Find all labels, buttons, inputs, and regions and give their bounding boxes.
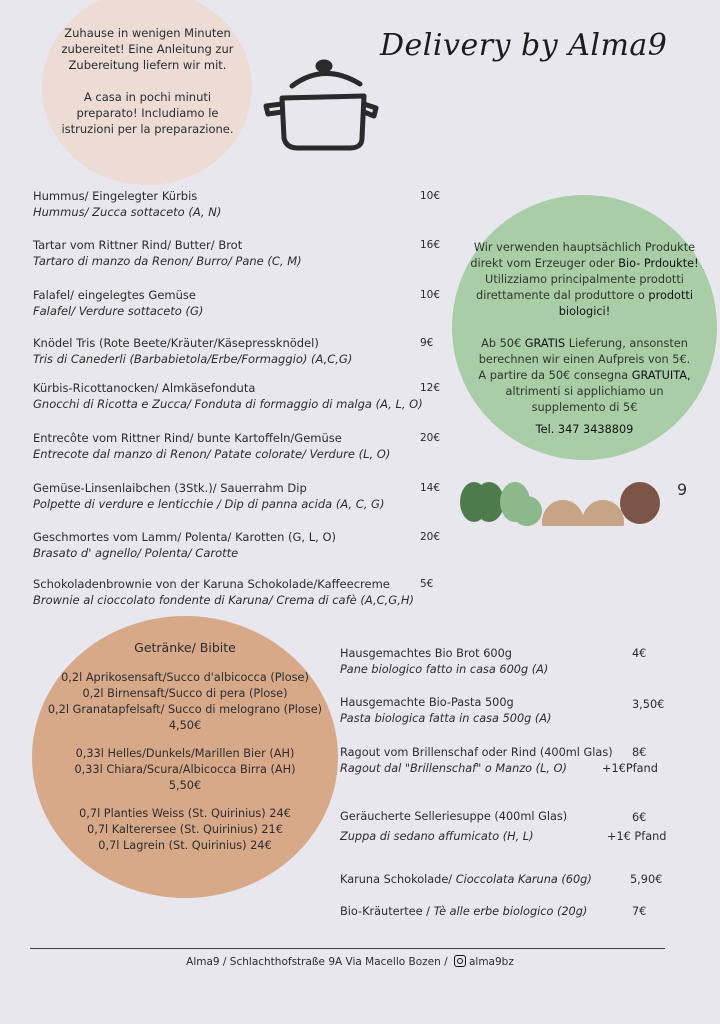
shop-item xyxy=(340,745,720,777)
menu-item xyxy=(33,237,453,269)
item-name-de: Bio-Kräutertee / xyxy=(340,905,434,918)
item-price: 9€ xyxy=(420,337,434,349)
item-name-it: Gnocchi di Ricotta e Zucca/ Fonduta di formaggio di malga (A, L, O) xyxy=(33,397,423,411)
item-price: 14€ xyxy=(420,482,441,494)
drink-item: 0,33l Helles/Dunkels/Marillen Bier (AH) xyxy=(75,747,295,760)
drink-item: 0,7l Lagrein (St. Quirinius) 24€ xyxy=(98,839,272,852)
item-name-de: Gemüse-Linsenlaibchen (3Stk.)/ Sauerrahm Dip xyxy=(33,481,307,495)
drink-item: 0,7l Kalterersee (St. Quirinius) 21€ xyxy=(87,823,283,836)
info-line: berechnen wir einen Aufpreis von 5€. xyxy=(478,353,691,366)
page-title: Delivery by Alma9 xyxy=(380,28,668,63)
item-name-it: Brasato d' agnello/ Polenta/ Carotte xyxy=(33,546,239,560)
item-name-it: Tris di Canederli (Barbabietola/Erbe/Formaggio) (A,C,G) xyxy=(33,352,353,366)
drink-item: 0,2l Birnensaft/Succo di pera (Plose) xyxy=(82,687,288,700)
item-deposit: +1€Pfand xyxy=(602,762,658,775)
item-price: 16€ xyxy=(420,239,441,251)
item-price: 20€ xyxy=(420,432,441,444)
item-price: 8€ xyxy=(632,746,647,759)
item-price: 20€ xyxy=(420,531,441,543)
item-name-de: Knödel Tris (Rote Beete/Kräuter/Käsepressknödel) xyxy=(33,336,319,350)
item-name-de: Falafel/ eingelegtes Gemüse xyxy=(33,288,196,302)
item-deposit: +1€ Pfand xyxy=(607,830,667,843)
item-name-it: Falafel/ Verdure sottaceto (G) xyxy=(33,304,204,318)
shop-item xyxy=(340,695,670,727)
shop-item xyxy=(340,646,670,678)
menu-item xyxy=(33,335,453,367)
shop-item xyxy=(340,904,670,920)
menu-item xyxy=(33,430,453,462)
shop-item xyxy=(340,872,670,888)
item-name-it: Pane biologico fatto in casa 600g (A) xyxy=(340,663,549,676)
drink-price: 4,50€ xyxy=(168,719,202,732)
intro-it: A casa in pochi minuti preparato! Includiamo le istruzioni per la preparazione. xyxy=(61,90,234,136)
menu-item xyxy=(33,287,453,319)
item-name-it: Polpette di verdure e lenticchie / Dip di panna acida (A, C, G) xyxy=(33,497,385,511)
info-line: Wir verwenden hauptsächlich Produkte xyxy=(473,241,696,254)
item-name-de: Hausgemachtes Bio Brot 600g xyxy=(340,647,512,660)
info-line: direkt vom Erzeuger oder Bio- Prdoukte! xyxy=(470,257,699,270)
drink-item: 0,33l Chiara/Scura/Albicocca Birra (AH) xyxy=(74,763,296,776)
drinks-section xyxy=(30,640,340,854)
item-name-de: Schokoladenbrownie von der Karuna Schokolade/Kaffeecreme xyxy=(33,577,390,591)
item-name-de: Karuna Schokolade/ xyxy=(340,873,456,886)
item-name-de: Tartar vom Rittner Rind/ Butter/ Brot xyxy=(33,238,243,252)
item-price: 7€ xyxy=(632,905,647,918)
menu-item xyxy=(33,480,453,512)
drink-price: 5,50€ xyxy=(168,779,202,792)
drink-item: 0,7l Planties Weiss (St. Quirinius) 24€ xyxy=(79,807,291,820)
item-name-it: Pasta biologica fatta in casa 500g (A) xyxy=(340,712,552,725)
info-line: Ab 50€ GRATIS Lieferung, ansonsten xyxy=(481,337,688,350)
logo-number: 9 xyxy=(677,480,688,499)
info-line: direttamente dal produttore o prodotti xyxy=(476,289,693,302)
alma9-logo xyxy=(460,480,688,527)
item-name-de: Kürbis-Ricottanocken/ Almkäsefonduta xyxy=(33,381,256,395)
shop-item xyxy=(340,809,720,845)
item-name-it: Ragout dal "Brillenschaf" o Manzo (L, O) xyxy=(340,762,567,775)
item-price: 4€ xyxy=(632,647,647,660)
footer-divider xyxy=(30,948,665,949)
footer xyxy=(0,955,700,968)
info-line: A partire da 50€ consegna GRATUITA, xyxy=(478,369,691,382)
instagram-icon xyxy=(454,955,466,967)
intro-de: Zuhause in wenigen Minuten zubereitet! Eine Anleitung zur Zubereitung liefern wir mit. xyxy=(61,26,234,72)
item-name-it: Entrecote dal manzo di Renon/ Patate colorate/ Verdure (L, O) xyxy=(33,447,391,461)
item-price: 12€ xyxy=(420,382,441,394)
item-name-de: Entrecôte vom Rittner Rind/ bunte Kartoffeln/Gemüse xyxy=(33,431,342,445)
cooking-pot-icon xyxy=(262,58,380,153)
item-name-it: Tartaro di manzo da Renon/ Burro/ Pane (C, M) xyxy=(33,254,302,268)
menu-item xyxy=(33,380,453,412)
menu-item xyxy=(33,529,453,561)
menu-item xyxy=(33,576,473,608)
item-name-de: Ragout vom Brillenschaf oder Rind (400ml Glas) xyxy=(340,746,613,759)
item-price: 10€ xyxy=(420,190,441,202)
footer-address: Alma9 / Schlachthofstraße 9A Via Macello Bozen / xyxy=(186,956,451,968)
info-line: supplemento di 5€ xyxy=(531,401,638,414)
drink-item: 0,2l Granatapfelsaft/ Succo di melograno (Plose) xyxy=(47,703,323,716)
menu-item xyxy=(33,188,453,220)
drink-item: 0,2l Aprikosensaft/Succo d'albicocca (Plose) xyxy=(61,671,309,684)
item-price: 5,90€ xyxy=(630,873,663,886)
phone-number: Tel. 347 3438809 xyxy=(535,423,634,436)
item-name-it: Tè alle erbe biologico (20g) xyxy=(433,905,588,918)
item-price: 3,50€ xyxy=(632,698,665,711)
intro-text xyxy=(55,25,240,137)
info-text xyxy=(452,240,717,438)
item-name-de: Hausgemachte Bio-Pasta 500g xyxy=(340,696,514,709)
item-name-it: Hummus/ Zucca sottaceto (A, N) xyxy=(33,205,222,219)
item-name-it: Zuppa di sedano affumicato (H, L) xyxy=(340,830,534,843)
info-line: altrimenti si applichiamo un xyxy=(505,385,664,398)
info-line: Utilizziamo principalmente prodotti xyxy=(485,273,684,286)
item-price: 5€ xyxy=(420,578,434,590)
item-name-de: Hummus/ Eingelegter Kürbis xyxy=(33,189,198,203)
item-name-it: Brownie al cioccolato fondente di Karuna/ Crema di cafè (A,C,G,H) xyxy=(33,593,414,607)
item-name-de: Geschmortes vom Lamm/ Polenta/ Karotten (G, L, O) xyxy=(33,530,336,544)
instagram-handle: alma9bz xyxy=(468,956,514,968)
info-line: biologici! xyxy=(558,305,611,318)
item-price: 6€ xyxy=(632,811,647,824)
drinks-heading: Getränke/ Bibite xyxy=(134,640,236,655)
item-price: 10€ xyxy=(420,289,441,301)
item-name-de: Geräucherte Selleriesuppe (400ml Glas) xyxy=(340,810,568,823)
item-name-it: Cioccolata Karuna (60g) xyxy=(455,873,592,886)
